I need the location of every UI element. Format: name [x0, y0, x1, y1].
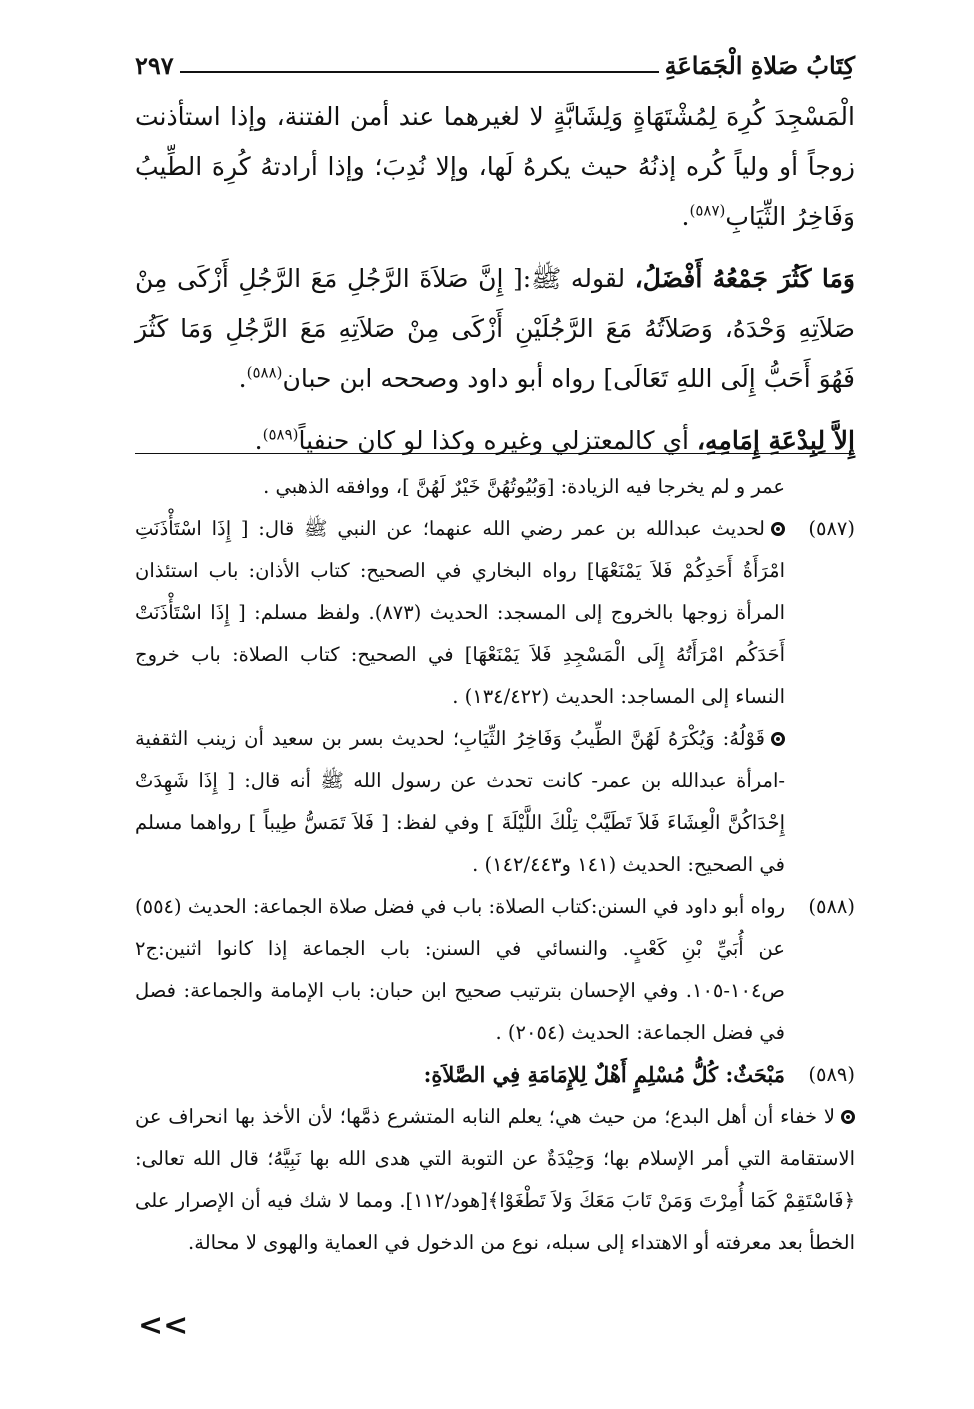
footnote-text: رواه أبو داود في السنن:كتاب الصلاة: باب في فضل صلاة الجماعة: الحديث (٥٥٤) عن أُبَيِّ بْنِ كَعْبٍ. والنسائي في السنن: باب الجماعة إذا كانوا اثنين:ج٢ ص١٠٤-١٠٥. وفي الإحسان بترتيب صحيح ابن حبان: باب الإمامة والجماعة: فصل في فضل الجماعة: الحديث (٢٠٥٤) .	[135, 895, 785, 1044]
main-paragraph-1: الْمَسْجِدَ كُرِهَ لِمُشْتَهَاةٍ وَلِشَابَّةٍ لا لغيرهما عند أمن الفتنة، وإذا استأذنت زوجاً أو ولياً كُره إذنُهُ حيث يكرهُ لَها، وإلا نُدِبَ؛ وإذا أرادتهُ كُرِهَ الطِّيبُ وَفَاخِرُ الثِّيَابِ$^{(٥٨٧)}$.	[135, 102, 855, 231]
footnote-body	[135, 508, 785, 886]
footnotes	[135, 466, 855, 1264]
main-text	[135, 92, 855, 478]
running-header	[135, 40, 855, 80]
footnote-ref-589[interactable]: (٥٨٩)	[262, 425, 299, 444]
bullet-icon	[771, 522, 785, 536]
main-paragraph-3: إِلاَّ لِبِدْعَةِ إِمَامِهِ، أي كالمعتزلي وغيره وكذا لو كان حنفياً$^{(٥٨٩)}$.	[254, 425, 855, 455]
footnote-number: (٥٨٧)	[808, 517, 855, 540]
footnote-body	[135, 1054, 785, 1096]
header-rule	[180, 71, 659, 73]
footnote-text: قَوْلُهُ: وَيُكْرَهُ لَهُنَّ الطِّيبُ وَفَاخِرُ الثِّيَابِ؛ لحديث بسر بن سعيد أن زينب الثقفية -امرأة عبدالله بن عمر- كانت تحدث عن رسول الله ﷺ أنه قال: [ إِذَا شَهِدَتْ إِحْدَاكُنَّ الْعِشَاءَ فَلاَ تَطَيَّبْ تِلْكَ اللَّيْلَةَ ] وفي لفظ: [ فَلاَ تَمَسُّ طِيباً ] رواهما مسلم في الصحيح: الحديث (١٤١ و١٤٢/٤٤٣) .	[135, 727, 785, 876]
bullet-icon	[841, 1110, 855, 1124]
footnote-ref-588[interactable]: (٥٨٨)	[246, 363, 283, 382]
page-number: ٢٩٧	[135, 51, 174, 80]
footnote-body	[135, 886, 785, 1054]
footnote-text: لحديث عبدالله بن عمر رضي الله عنهما؛ عن النبي ﷺ قال: [ إِذَا اسْتَأْذَنَتِ امْرَأَةُ أَحَدِكُمْ فَلاَ يَمْنَعْهَا] رواه البخاري في الصحيح: كتاب الأذان: باب استئذان المرأة زوجها بالخروج إلى المسجد: الحديث (٨٧٣). ولفظ مسلم: [ إِذَا اسْتَأْذَنَتْ أَحَدَكُم امْرَأَتُهُ إِلَى الْمَسْجِدِ فَلاَ يَمْنَعْهَا] في الصحيح: كتاب الصلاة: باب خروج النساء إلى المساجد: الحديث (١٣٤/٤٢٢) .	[135, 517, 786, 708]
bullet-icon	[771, 732, 785, 746]
footnote-589-text	[135, 1096, 855, 1264]
footnote-text: لا خفاء أن أهل البدع؛ من حيث هي؛ يعلم النابه المتشرع ذمَّها؛ لأن الأخذ بها انحراف عن الاستقامة التي أمر الإسلام بها؛ وَحِيْدَةٌ عن التوبة التي هدى الله بها نَبِيَّهُ؛ قال الله تعالى:﴿فَاسْتَقِمْ كَمَا أُمِرْتَ وَمَنْ تَابَ مَعَكَ وَلاَ تَطْغَوْا﴾[هود/١١٢]. ومما لا شك فيه أن الإصرار على الخطأ بعد معرفته أو الاهتداء إلى سبله، نوع من الدخول في العماية والهوى لا محالة.	[135, 1105, 855, 1254]
matn-lead: وَمَا كَثُرَ جَمْعُهُ أَفْضَلُ،	[634, 264, 855, 293]
footnote-number: (٥٨٩)	[808, 1063, 855, 1086]
matn-lead: إِلاَّ لِبِدْعَةِ إِمَامِهِ،	[696, 426, 855, 455]
footnote-589	[135, 1054, 855, 1096]
footnote-separator	[135, 453, 855, 454]
main-text-span: الْمَسْجِدَ كُرِهَ لِمُشْتَهَاةٍ وَلِشَابَّةٍ لا لغيرهما عند أمن الفتنة، وإذا استأذنت زوجاً أو ولياً كُره إذنُهُ حيث يكرهُ لَها، وإلا نُدِبَ؛ وإذا أرادتهُ كُرِهَ الطِّيبُ وَفَاخِرُ الثِّيَابِ	[135, 102, 855, 231]
main-text-span: أي كالمعتزلي وغيره وكذا لو كان حنفياً	[298, 426, 697, 455]
footnote-587	[135, 508, 855, 886]
next-page-marker: <<	[138, 1308, 189, 1343]
chapter-title: كِتَابُ صَلاةِ الْجَمَاعَةِ	[664, 51, 855, 80]
footnote-carryover: عمر و لم يخرجا فيه الزيادة: [وَبُيُوتُهُنَّ خَيْرٌ لَهُنَّ ]، ووافقه الذهبي .	[263, 475, 785, 498]
footnote-heading: مَبْحَثٌ: كُلُّ مُسْلِمٍ أَهْلٌ لِلإِمَامَةِ فِي الصَّلاَةِ:	[423, 1062, 785, 1087]
footnote-ref-587[interactable]: (٥٨٧)	[689, 201, 726, 220]
main-text-span: لقوله ﷺ:[ إِنَّ صَلاَةَ الرَّجُلِ مَعَ الرَّجُلِ أَزْكَى مِنْ صَلاَتِهِ وَحْدَهُ، وَصَلاَتُهُ مَعَ الرَّجُلَيْنِ أَزْكَى مِنْ صَلاَتِهِ مَعَ الرَّجُلِ وَمَا كَثُرَ فَهُوَ أَحَبُّ إِلَى اللهِ تَعَالَى] رواه أبو داود وصححه ابن حبان	[135, 264, 855, 393]
footnote-number: (٥٨٨)	[808, 895, 855, 918]
footnote-588	[135, 886, 855, 1054]
main-paragraph-2: وَمَا كَثُرَ جَمْعُهُ أَفْضَلُ، لقوله ﷺ:[ إِنَّ صَلاَةَ الرَّجُلِ مَعَ الرَّجُلِ أَزْكَى مِنْ صَلاَتِهِ وَحْدَهُ، وَصَلاَتُهُ مَعَ الرَّجُلَيْنِ أَزْكَى مِنْ صَلاَتِهِ مَعَ الرَّجُلِ وَمَا كَثُرَ فَهُوَ أَحَبُّ إِلَى اللهِ تَعَالَى] رواه أبو داود وصححه ابن حبان$^{(٥٨٨)}$.	[135, 264, 855, 393]
